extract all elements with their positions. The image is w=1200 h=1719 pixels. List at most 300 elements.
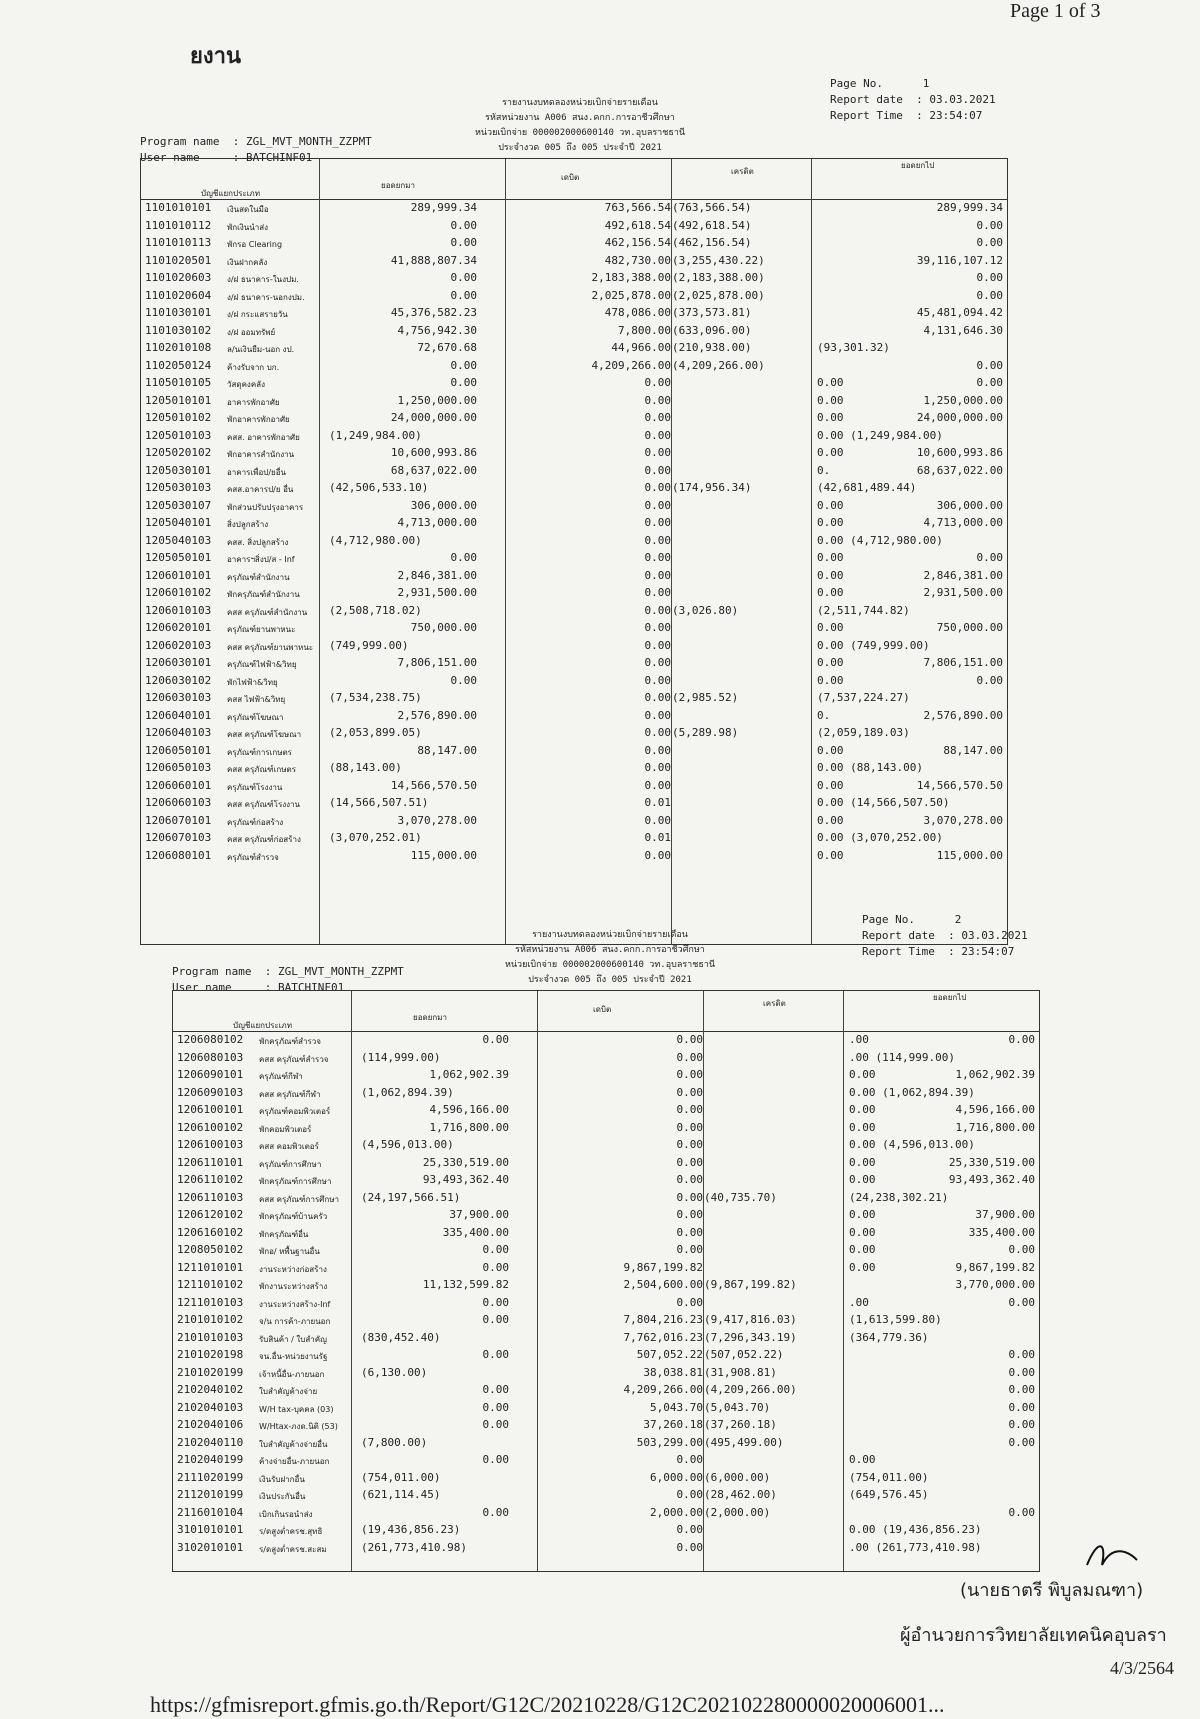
cell-dr: 0.00: [676, 1120, 703, 1134]
cell-cp: 0.00: [817, 376, 844, 389]
cell-desc: พักครุภัณฑ์สำนักงาน: [227, 590, 300, 599]
cell-cl: 14,566,570.50: [916, 778, 1003, 792]
cell-cl: 24,000,000.00: [916, 411, 1003, 424]
cell-cp: 0.00: [849, 1243, 876, 1256]
cell-cr: (37,260.18): [704, 1418, 777, 1431]
table-row: [141, 409, 1007, 427]
cell-acct: 1101020604: [145, 288, 212, 302]
cell-dr: 4,209,266.00: [623, 1383, 703, 1396]
cell-desc: ใบสำคัญค้างจ่าย: [259, 1387, 318, 1396]
table-row: [173, 1504, 1039, 1522]
table-row: [141, 777, 1007, 795]
cell-open: 0.00: [482, 1295, 509, 1309]
cell-acct: 1206020101: [145, 621, 212, 634]
cell-dr: 0.00: [676, 1488, 703, 1501]
cell-cl: 0.00: [976, 358, 1003, 372]
cell-open: 0.00: [482, 1313, 509, 1326]
cell-cl: 0.00: [976, 236, 1003, 249]
table-row: [173, 1399, 1039, 1417]
table-row: [173, 1346, 1039, 1364]
cell-cr: (462,156.54): [672, 236, 752, 249]
table-row: [173, 1031, 1039, 1049]
cell-open: 0.00: [482, 1400, 509, 1414]
cell-acct: 2102040103: [177, 1400, 244, 1414]
program-name-label: Program name: [172, 965, 252, 978]
cell-op: (2,053,899.05): [329, 726, 422, 739]
cell-acct: 1211010101: [177, 1260, 244, 1274]
cell-desc: พักครุภัณฑ์สำรวจ: [259, 1037, 321, 1046]
cell-cr: (492,618.54): [672, 218, 752, 232]
cell-cp: 0.: [817, 463, 831, 477]
table-row: [141, 322, 1007, 340]
signature-scribble: [1082, 1535, 1142, 1575]
cell-open: 2,931,500.00: [397, 586, 477, 599]
cell-open: 0.00: [450, 673, 477, 687]
cell-acct: 1206110102: [177, 1173, 244, 1186]
col-header-debit: เดบิต: [561, 173, 580, 182]
cell-dr: 0.00: [644, 691, 671, 704]
cell-cp: 0.00 (749,999.00): [817, 638, 930, 652]
center-line-3: หน่วยเบิกจ่าย 000002000600140 วท.อุบลราชธานี: [474, 128, 686, 138]
cell-dr: 0.00: [644, 428, 671, 442]
cell-cl: 4,713,000.00: [923, 516, 1003, 529]
table-header: [141, 159, 1007, 200]
table-row: [173, 1486, 1039, 1504]
cell-cl: 0.00: [1008, 1348, 1035, 1361]
cell-dr: 2,025,878.00: [591, 288, 671, 302]
cell-op: (4,596,013.00): [361, 1138, 454, 1151]
cell-cr: (3,026.80): [672, 603, 739, 617]
cell-acct: 1205010103: [145, 428, 212, 442]
cell-desc: งานระหว่างก่อสร้าง: [259, 1264, 327, 1274]
cell-op: (4,712,980.00): [329, 533, 422, 547]
cell-dr: 0.00: [644, 533, 671, 547]
table-row: [141, 759, 1007, 777]
cell-dr: 0.00: [676, 1295, 703, 1309]
cell-cl: 68,637,022.00: [916, 463, 1003, 477]
col-header-debit: เดบิต: [593, 1005, 612, 1014]
cell-desc: ค้างรับจาก บก.: [227, 362, 280, 372]
cell-op: (3,070,252.01): [329, 831, 422, 844]
cell-cp: 0.00: [817, 498, 844, 512]
center-line-4: ประจำงวด 005 ถึง 005 ประจำปี 2021: [498, 143, 662, 153]
cell-op: (88,143.00): [329, 761, 402, 774]
cell-op: (749,999.00): [329, 638, 409, 652]
cell-cl: 0.00: [1008, 1365, 1035, 1379]
table-row: [141, 794, 1007, 812]
cell-desc: วัสดุคงคลัง: [227, 380, 265, 389]
cell-cr: (2,000.00): [704, 1505, 771, 1519]
report-center-heading: [440, 96, 720, 156]
cell-desc: พักอาคารพักอาศัย: [227, 415, 290, 424]
cell-op: (6,130.00): [361, 1365, 428, 1379]
cell-dr: 0.00: [676, 1173, 703, 1186]
cell-open: 45,376,582.23: [390, 306, 477, 319]
cell-acct: 1206020103: [145, 638, 212, 652]
cell-cl: 1,062,902.39: [955, 1068, 1035, 1081]
cell-dr: 0.00: [644, 376, 671, 389]
cell-dr: 0.00: [676, 1208, 703, 1221]
cell-acct: 1206080103: [177, 1050, 244, 1064]
cell-cl: 0.00: [1008, 1505, 1035, 1519]
cell-cl: 335,400.00: [968, 1225, 1035, 1239]
cell-op: (2,508,718.02): [329, 603, 422, 617]
table-row: [141, 532, 1007, 550]
cell-dr: 38,038.81: [643, 1365, 703, 1379]
table-row: [141, 514, 1007, 532]
cell-acct: 1206110101: [177, 1155, 244, 1169]
cell-cl: 10,600,993.86: [916, 446, 1003, 459]
cell-desc: ครุภัณฑ์ยานพาหนะ: [227, 625, 296, 634]
cell-desc: คสส ครุภัณฑ์ก่อสร้าง: [227, 835, 301, 844]
cell-cp: 0.00: [817, 673, 844, 687]
cell-dr: 0.00: [644, 761, 671, 774]
cell-cl: 0.00: [1008, 1033, 1035, 1046]
cell-acct: 1206160102: [177, 1225, 244, 1239]
cell-desc: คสส ครุภัณฑ์สำรวจ: [259, 1054, 329, 1064]
cell-desc: พักอาคารสำนักงาน: [227, 450, 295, 459]
report-time: : 23:54:07: [948, 945, 1015, 958]
cell-cl: 0.00: [976, 218, 1003, 232]
cell-cl: 45,481,094.42: [916, 306, 1003, 319]
cell-acct: 1105010105: [145, 376, 212, 389]
table-body: [141, 199, 1007, 864]
cell-cl: 3,770,000.00: [955, 1278, 1035, 1291]
cell-desc: พักไฟฟ้า&วิทยุ: [227, 677, 278, 687]
cell-cr: (2,025,878.00): [672, 288, 765, 302]
cell-dr: 0.00: [644, 778, 671, 792]
cell-cl: 1,716,800.00: [955, 1120, 1035, 1134]
cell-cr: (633,096.00): [672, 323, 752, 337]
cell-desc: ค้างจ่ายอื่น-ภายนอก: [259, 1457, 330, 1466]
cell-cl: 115,000.00: [936, 848, 1003, 862]
cell-desc: งานระหว่างสร้าง-Inf: [259, 1299, 331, 1309]
cell-desc: ครุภัณฑ์การศึกษา: [259, 1159, 322, 1169]
cell-acct: 1206030103: [145, 691, 212, 704]
signatory-title: ผู้อำนวยการวิทยาลัยเทคนิคอุบลรา: [900, 1625, 1167, 1646]
cell-desc: ใบสำคัญค้างจ่ายอื่น: [259, 1439, 328, 1449]
cell-op: (1,062,894.39): [361, 1085, 454, 1099]
cell-cp: 0.00: [817, 848, 844, 862]
cell-acct: 1206120102: [177, 1208, 244, 1221]
cell-desc: คสส. สิ่งปลูกสร้าง: [227, 537, 289, 547]
cell-open: 3,070,278.00: [397, 813, 477, 827]
cell-dr: 478,086.00: [604, 306, 671, 319]
cell-desc: ล/นเงินยืม-นอก งป.: [227, 345, 295, 354]
cell-desc: พักเงินนำส่ง: [227, 222, 268, 232]
cell-dr: 7,762,016.23: [623, 1330, 703, 1344]
cell-desc: ครุภัณฑ์โรงงาน: [227, 782, 283, 792]
cell-acct: 1206030101: [145, 656, 212, 669]
cell-acct: 1206060101: [145, 778, 212, 792]
cell-dr: 462,156.54: [604, 236, 671, 249]
cell-acct: 1101010113: [145, 236, 212, 249]
cell-open: 0.00: [482, 1383, 509, 1396]
report-date-label: Report date: [830, 93, 903, 106]
cell-acct: 1206060103: [145, 796, 212, 809]
cell-dr: 2,000.00: [650, 1505, 703, 1519]
cell-desc: พักคอมพิวเตอร์: [259, 1124, 312, 1134]
cell-dr: 0.00: [676, 1085, 703, 1099]
cell-dr: 0.00: [644, 411, 671, 424]
cell-cp: 0.00 (4,712,980.00): [817, 533, 943, 547]
cell-cl: 0.00: [976, 271, 1003, 284]
cell-desc: อาคารพักอาศัย: [227, 397, 280, 407]
cell-cp: (649,576.45): [849, 1488, 929, 1501]
cell-open: 0.00: [450, 376, 477, 389]
col-header-close: ยอดยกไป: [933, 993, 967, 1002]
cell-dr: 0.00: [676, 1540, 703, 1554]
user-name-label: User name: [172, 981, 232, 994]
cell-open: 0.00: [482, 1348, 509, 1361]
table-row: [173, 1294, 1039, 1312]
cell-dr: 0.00: [676, 1068, 703, 1081]
table-row: [141, 199, 1007, 217]
table-row: [141, 602, 1007, 620]
cell-acct: 1206050103: [145, 761, 212, 774]
cell-desc: เงินรับฝากอื่น: [259, 1474, 305, 1484]
cell-acct: 1101010112: [145, 218, 212, 232]
cell-acct: 1206080102: [177, 1033, 244, 1046]
cell-cp: 0.00: [817, 446, 844, 459]
cell-desc: ครุภัณฑ์สำนักงาน: [227, 572, 290, 582]
page-no-label: Page No.: [862, 913, 915, 926]
cell-desc: คสส ไฟฟ้า&วิทยุ: [227, 695, 286, 704]
cell-dr: 37,260.18: [643, 1418, 703, 1431]
table-row: [141, 357, 1007, 375]
cell-cp: 0.00 (1,249,984.00): [817, 428, 943, 442]
cell-open: 25,330,519.00: [422, 1155, 509, 1169]
report-time-label: Report Time: [862, 945, 935, 958]
cell-cr: (6,000.00): [704, 1470, 771, 1484]
cell-desc: คสส. อาคารพักอาศัย: [227, 432, 300, 442]
cell-desc: ครุภัณฑ์ไฟฟ้า&วิทยุ: [227, 660, 297, 669]
cell-dr: 0.00: [676, 1138, 703, 1151]
cell-acct: 1206040103: [145, 726, 212, 739]
cell-desc: พักรอ Clearing: [227, 240, 283, 249]
cell-acct: 3102010101: [177, 1540, 244, 1554]
cell-dr: 0.00: [644, 551, 671, 564]
cell-dr: 2,183,388.00: [591, 271, 671, 284]
cell-dr: 0.00: [644, 393, 671, 407]
cell-cp: 0.00: [849, 1120, 876, 1134]
cell-open: 0.00: [450, 236, 477, 249]
table-row: [173, 1136, 1039, 1154]
cell-desc: พักครุภัณฑ์การศึกษา: [259, 1177, 332, 1186]
cell-dr: 0.00: [676, 1523, 703, 1536]
cell-cp: 0.00: [849, 1103, 876, 1116]
table-row: [141, 549, 1007, 567]
cell-open: 0.00: [482, 1418, 509, 1431]
cell-desc: ครุภัณฑ์โฆษณา: [227, 712, 284, 722]
table-row: [173, 1119, 1039, 1137]
cell-op: (42,506,533.10): [329, 481, 429, 494]
table-row: [141, 252, 1007, 270]
cell-desc: ครุภัณฑ์การเกษตร: [227, 747, 292, 757]
center-line-3: หน่วยเบิกจ่าย 000002000600140 วท.อุบลราชธานี: [504, 960, 716, 970]
table-row: [173, 1364, 1039, 1382]
cell-desc: ครุภัณฑ์ก่อสร้าง: [227, 817, 284, 827]
cell-desc: เงินฝากคลัง: [227, 257, 268, 267]
cell-open: 1,716,800.00: [429, 1120, 509, 1134]
table-row: [173, 1416, 1039, 1434]
cell-op: (114,999.00): [361, 1050, 441, 1064]
cell-dr: 7,800.00: [618, 323, 671, 337]
cell-acct: 1206090103: [177, 1085, 244, 1099]
center-line-2: รหัสหน่วยงาน A006 สนง.คกก.การอาชีวศึกษา: [485, 113, 675, 123]
cell-cr: (9,417,816.03): [704, 1313, 797, 1326]
cell-cr: (4,209,266.00): [704, 1383, 797, 1396]
cell-acct: 1101010101: [145, 201, 212, 214]
cell-cp: 0.00: [817, 393, 844, 407]
table-row: [173, 1154, 1039, 1172]
cell-dr: 0.00: [676, 1033, 703, 1046]
cell-open: 7,806,151.00: [397, 656, 477, 669]
cell-cp: (2,059,189.03): [817, 726, 910, 739]
cell-cp: (364,779.36): [849, 1330, 929, 1344]
cell-cl: 2,846,381.00: [923, 568, 1003, 582]
cell-acct: 1101020603: [145, 271, 212, 284]
cell-cr: (4,209,266.00): [672, 358, 765, 372]
table-row: [141, 654, 1007, 672]
cell-desc: จ/น การค้า-ภายนอก: [259, 1317, 331, 1326]
trial-balance-table: [172, 990, 1040, 1572]
cell-desc: คสส ครุภัณฑ์โฆษณา: [227, 730, 302, 739]
print-date: 4/3/2564: [1110, 1658, 1175, 1678]
center-line-4: ประจำงวด 005 ถึง 005 ประจำปี 2021: [528, 975, 692, 985]
table-row: [141, 339, 1007, 357]
cell-dr: 0.00: [644, 638, 671, 652]
table-row: [173, 1539, 1039, 1557]
cell-cp: (7,537,224.27): [817, 691, 910, 704]
cell-acct: 1206010101: [145, 568, 212, 582]
cell-cp: 0.00 (4,596,013.00): [849, 1138, 975, 1151]
cell-dr: 0.00: [676, 1155, 703, 1169]
cell-desc: จน.อื่น-หน่วยงานรัฐ: [259, 1352, 328, 1361]
cell-cp: .00: [849, 1033, 869, 1046]
cell-cp: 0.00: [817, 621, 844, 634]
cell-acct: 1205020102: [145, 446, 212, 459]
table-row: [173, 1066, 1039, 1084]
cell-acct: 1211010102: [177, 1278, 244, 1291]
cell-cr: (507,052.22): [704, 1348, 784, 1361]
cell-cl: 0.00: [1008, 1418, 1035, 1431]
cell-cl: 4,596,166.00: [955, 1103, 1035, 1116]
cell-open: 1,250,000.00: [397, 393, 477, 407]
cell-acct: 2111020199: [177, 1470, 244, 1484]
cell-desc: พักอ/ หพื้นฐานอื่น: [259, 1247, 320, 1256]
trial-balance-table: [140, 158, 1008, 945]
user-name: : BATCHINF01: [232, 151, 313, 164]
cell-acct: 1102050124: [145, 358, 212, 372]
table-row: [141, 619, 1007, 637]
page-indicator: Page 1 of 3: [1010, 0, 1101, 22]
cell-cp: 0.00: [849, 1453, 876, 1466]
cell-open: 41,888,807.34: [390, 253, 477, 267]
table-row: [173, 1084, 1039, 1102]
cell-cl: 9,867,199.82: [955, 1260, 1035, 1274]
cell-open: 14,566,570.50: [390, 778, 477, 792]
cell-cp: 0.00: [817, 411, 844, 424]
cell-open: 10,600,993.86: [390, 446, 477, 459]
cell-dr: 0.00: [644, 621, 671, 634]
cell-acct: 1206100103: [177, 1138, 244, 1151]
cell-op: (7,800.00): [361, 1435, 428, 1449]
cell-cl: 2,931,500.00: [923, 586, 1003, 599]
user-name-label: User name: [140, 151, 200, 164]
cell-acct: 1101030101: [145, 306, 212, 319]
table-row: [141, 427, 1007, 445]
table-row: [141, 847, 1007, 865]
cell-acct: 1205030107: [145, 498, 212, 512]
col-header-open: ยอดยกมา: [381, 181, 415, 190]
cell-desc: คสส ครุภัณฑ์โรงงาน: [227, 800, 301, 809]
cell-acct: 1206100102: [177, 1120, 244, 1134]
cell-cp: 0.: [817, 708, 831, 722]
cell-cl: 750,000.00: [936, 621, 1003, 634]
cell-cp: 0.00: [817, 813, 844, 827]
cell-open: 72,670.68: [417, 341, 477, 354]
cell-acct: 1205010102: [145, 411, 212, 424]
cell-open: 2,846,381.00: [397, 568, 477, 582]
cell-cl: 37,900.00: [975, 1208, 1035, 1221]
table-row: [173, 1381, 1039, 1399]
report-date: : 03.03.2021: [948, 929, 1028, 942]
table-header: [173, 991, 1039, 1032]
cell-desc: พักครุภัณฑ์อื่น: [259, 1229, 309, 1239]
cell-cr: (495,499.00): [704, 1435, 784, 1449]
cell-dr: 0.00: [644, 656, 671, 669]
cell-desc: เงินประกันอื่น: [259, 1492, 306, 1501]
cell-cl: 0.00: [1008, 1295, 1035, 1309]
cell-dr: 0.00: [644, 813, 671, 827]
cell-open: 0.00: [450, 271, 477, 284]
cell-cp: 0.00: [849, 1208, 876, 1221]
cell-open: 750,000.00: [410, 621, 477, 634]
cell-desc: พักงานระหว่างสร้าง: [259, 1282, 328, 1291]
cell-cr: (40,735.70): [704, 1190, 777, 1204]
cell-dr: 0.00: [644, 516, 671, 529]
cell-cp: 0.00: [817, 743, 844, 757]
cell-cl: 0.00: [1008, 1243, 1035, 1256]
cell-op: (14,566,507.51): [329, 796, 429, 809]
cell-open: 1,062,902.39: [429, 1068, 509, 1081]
cell-cl: 0.00: [1008, 1435, 1035, 1449]
cell-desc: ร/ดสูงต่ำครช.สุทธิ: [259, 1527, 323, 1536]
cell-acct: 2101010103: [177, 1330, 244, 1344]
col-header-credit: เครดิต: [731, 167, 754, 176]
cell-acct: 2102040199: [177, 1453, 244, 1466]
cell-desc: คสส คอมพิวเตอร์: [259, 1142, 319, 1151]
center-line-1: รายงานงบทดลองหน่วยเบิกจ่ายรายเดือน: [532, 930, 688, 940]
cell-dr: 0.00: [676, 1243, 703, 1256]
table-row: [141, 269, 1007, 287]
cell-open: 335,400.00: [442, 1225, 509, 1239]
cell-desc: สิ่งปลูกสร้าง: [227, 520, 269, 529]
page-heading: ยงาน: [190, 44, 242, 69]
col-header-account: บัญชีแยกประเภท: [201, 189, 260, 198]
table-row: [141, 707, 1007, 725]
cell-cl: 0.00: [976, 376, 1003, 389]
cell-desc: อาคารเพื่อป/ยอื่น: [227, 467, 286, 477]
cell-cp: (1,613,599.80): [849, 1313, 942, 1326]
cell-cp: 0.00: [849, 1155, 876, 1169]
cell-open: 4,713,000.00: [397, 516, 477, 529]
cell-op: (24,197,566.51): [361, 1190, 461, 1204]
cell-cp: 0.00: [849, 1260, 876, 1274]
cell-desc: คสส ครุภัณฑ์สำนักงาน: [227, 607, 308, 617]
cell-cl: 0.00: [1008, 1383, 1035, 1396]
